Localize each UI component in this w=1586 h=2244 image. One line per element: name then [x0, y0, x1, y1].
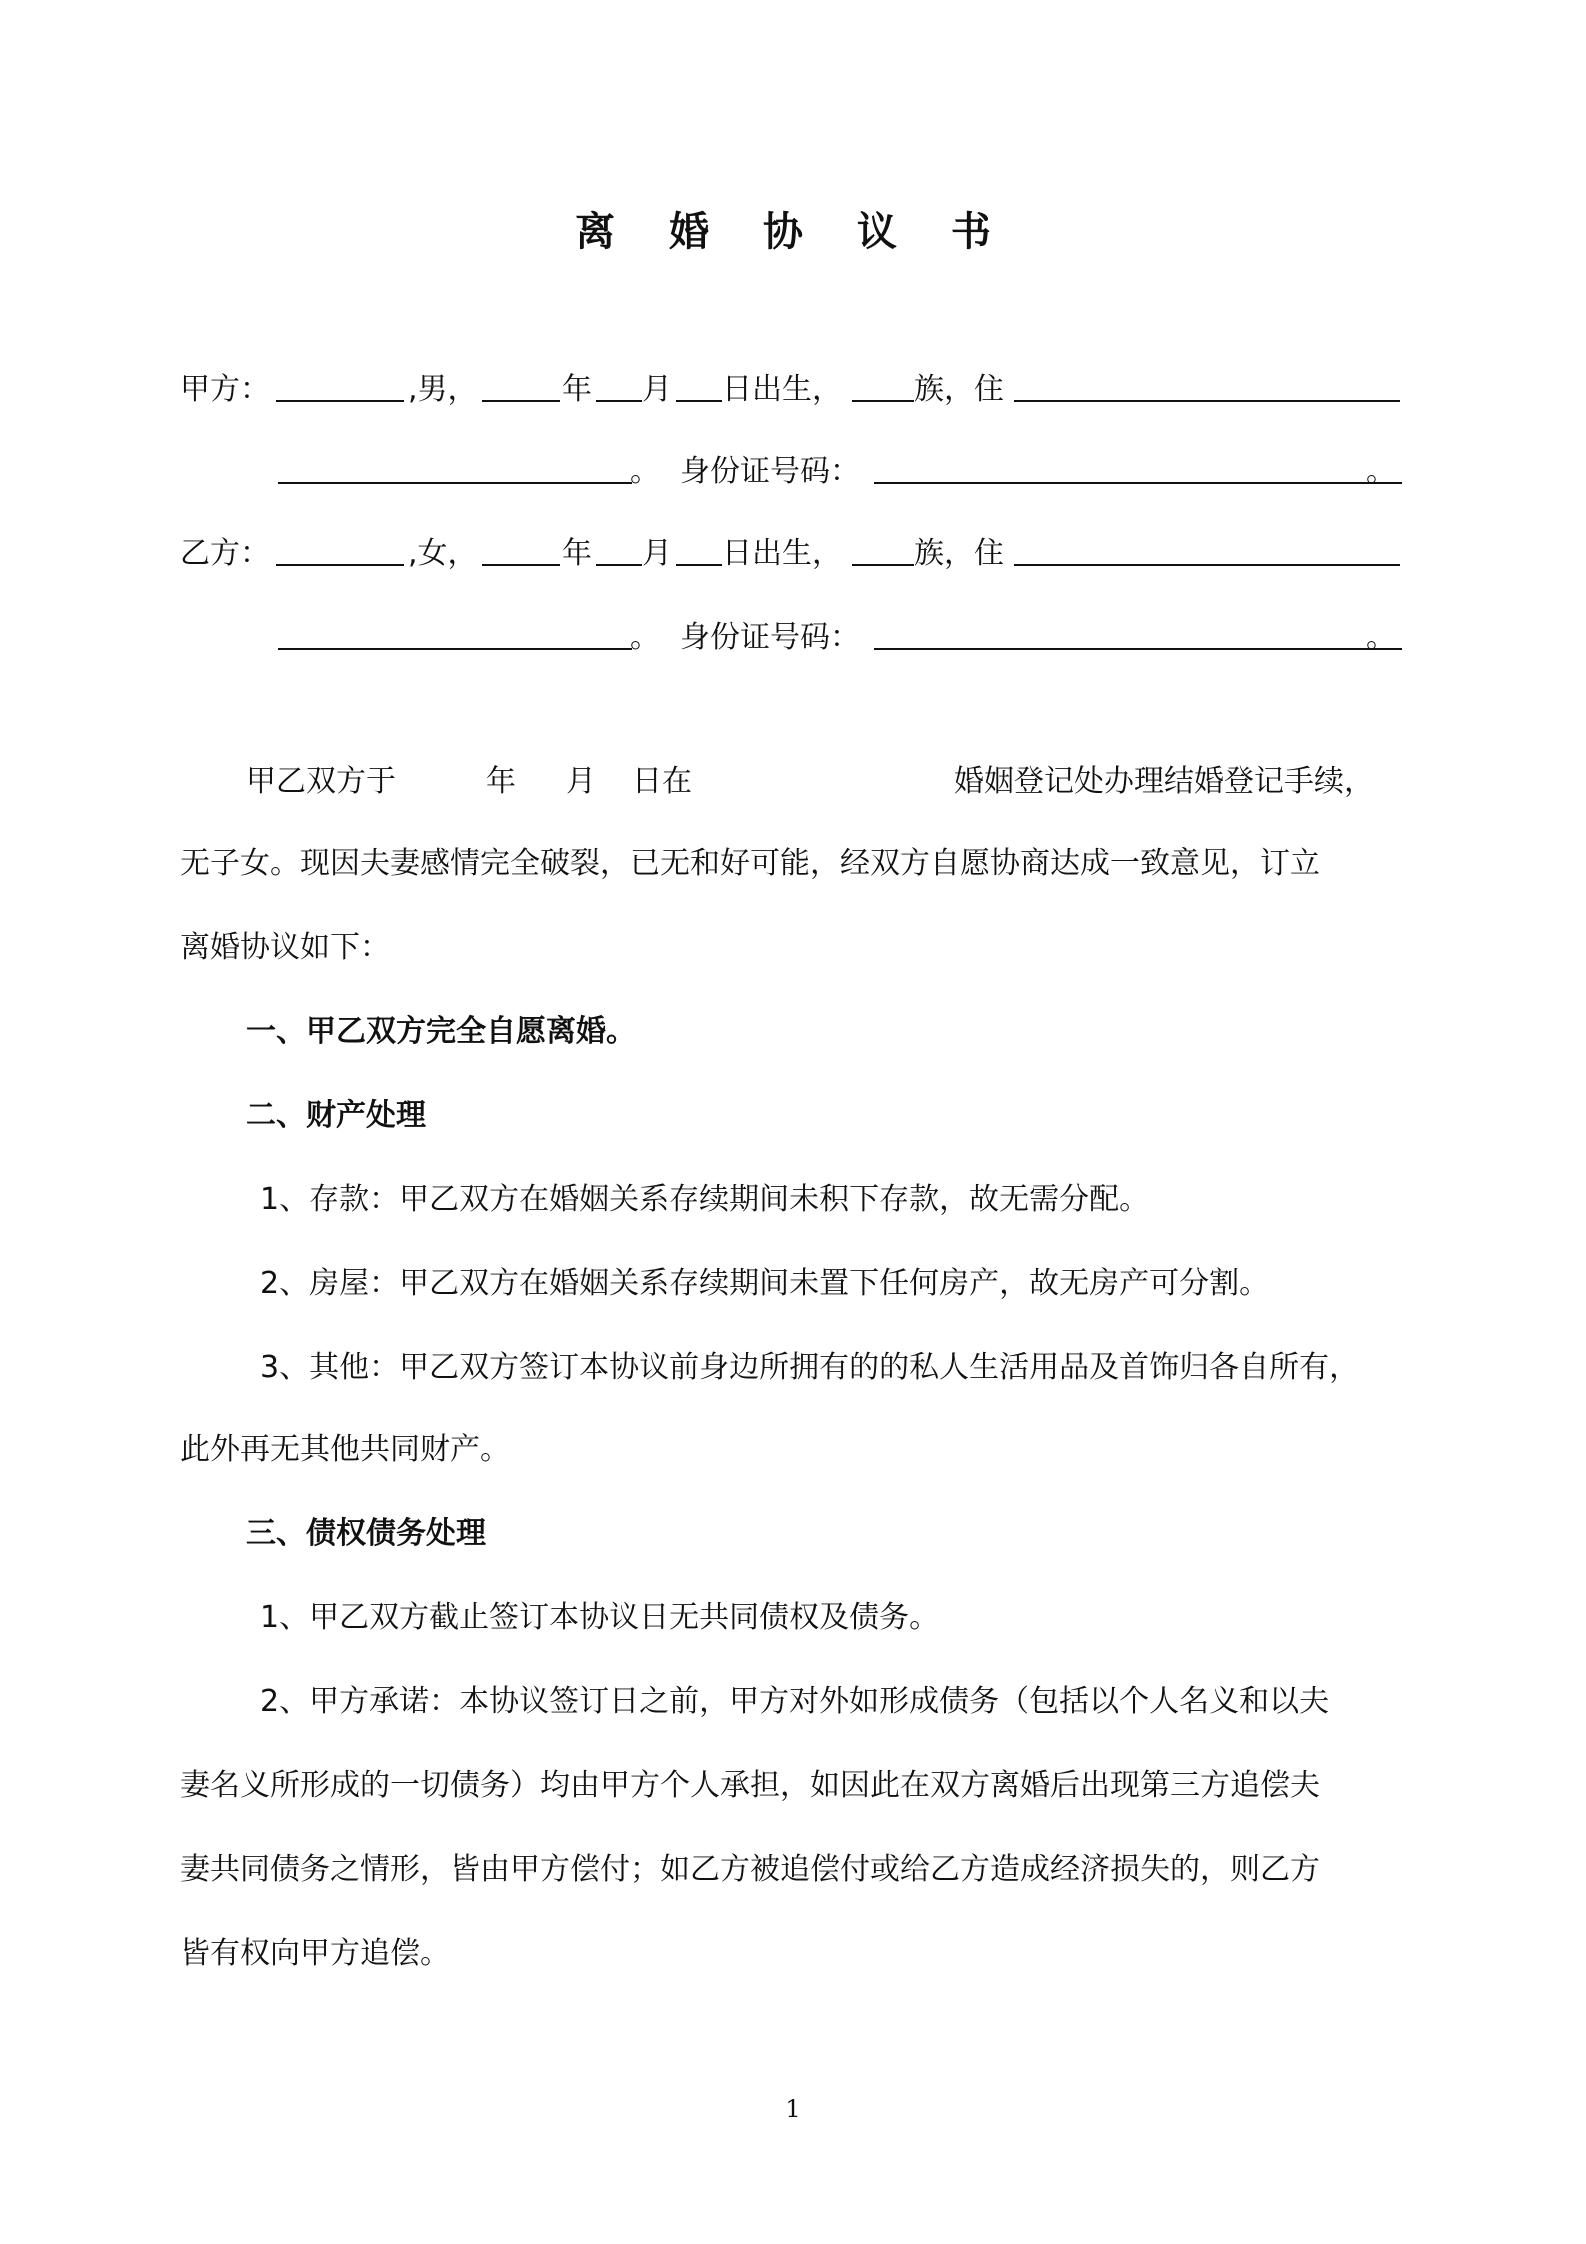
party-b-birth-year-field[interactable]: [482, 564, 560, 566]
party-b-id-label: 身份证号码：: [680, 620, 860, 655]
party-a-address-continued-field[interactable]: [278, 482, 632, 484]
party-a-label: 甲方：: [180, 372, 270, 407]
intro-line-1: [0, 752, 1586, 802]
section-3-item-2-line-3: 妻共同债务之情形，皆由甲方偿付；如乙方被追偿付或给乙方造成经济损失的，则乙方: [180, 1852, 1320, 1887]
section-2-item-2: 2、房屋：甲乙双方在婚姻关系存续期间未置下任何房产，故无房产可分割。: [260, 1266, 1270, 1301]
party-a-id-label: 身份证号码：: [680, 454, 860, 489]
party-a-birth-year-field[interactable]: [482, 400, 560, 402]
section-2-heading: 二、财产处理: [246, 1098, 426, 1133]
party-b-year-label: 年: [562, 536, 592, 571]
party-a-address-field[interactable]: [1014, 400, 1400, 402]
party-b-ethnic-field[interactable]: [852, 564, 914, 566]
section-3-item-2-line-2: 妻名义所形成的一切债务）均由甲方个人承担，如因此在双方离婚后出现第三方追偿夫: [180, 1768, 1320, 1803]
section-3-item-1: 1、甲乙双方截止签订本协议日无共同债权及债务。: [260, 1600, 940, 1635]
party-b-gender: ,女，: [408, 536, 478, 571]
party-b-name-field[interactable]: [276, 564, 404, 566]
party-b-id-end: 。: [1366, 620, 1396, 655]
section-3-item-2-line-1: 2、甲方承诺：本协议签订日之前，甲方对外如形成债务（包括以个人名义和以夫: [260, 1684, 1330, 1719]
party-a-birth-day-field[interactable]: [676, 400, 722, 402]
party-a-birth-label: 日出生，: [722, 372, 842, 407]
section-3-item-2-line-4: 皆有权向甲方追偿。: [180, 1936, 450, 1971]
party-b-ethnic-address-label: 族，住: [914, 536, 1004, 571]
page-number: 1: [785, 2095, 801, 2123]
party-a-id-number-field[interactable]: [874, 482, 1402, 484]
intro-year-label: 年: [486, 764, 516, 799]
party-a-period: 。: [630, 454, 660, 489]
party-b-birth-day-field[interactable]: [676, 564, 722, 566]
party-a-name-field[interactable]: [276, 400, 404, 402]
intro-line-2: 无子女。现因夫妻感情完全破裂，已无和好可能，经双方自愿协商达成一致意见，订立: [180, 846, 1320, 881]
party-a-id-end: 。: [1366, 454, 1396, 489]
document-title: 离 婚 协 议 书: [575, 209, 1011, 255]
intro-text-start: 甲乙双方于: [246, 764, 396, 799]
party-a-line-2: [0, 442, 1586, 492]
party-b-address-continued-field[interactable]: [278, 648, 632, 650]
party-a-line-1: [0, 360, 1586, 410]
party-b-address-field[interactable]: [1014, 564, 1400, 566]
party-b-birth-month-field[interactable]: [596, 564, 642, 566]
party-a-birth-month-field[interactable]: [596, 400, 642, 402]
section-1-heading: 一、甲乙双方完全自愿离婚。: [246, 1014, 636, 1049]
party-a-year-label: 年: [562, 372, 592, 407]
section-2-item-1: 1、存款：甲乙双方在婚姻关系存续期间未积下存款，故无需分配。: [260, 1182, 1150, 1217]
intro-day-label: 日在: [632, 764, 692, 799]
section-2-item-3-line-1: 3、其他：甲乙双方签订本协议前身边所拥有的的私人生活用品及首饰归各自所有，: [260, 1350, 1360, 1385]
party-b-label: 乙方：: [180, 536, 270, 571]
party-a-gender: ,男，: [408, 372, 478, 407]
intro-line-3: 离婚协议如下：: [180, 930, 390, 965]
party-b-birth-label: 日出生，: [722, 536, 842, 571]
party-b-line-2: [0, 608, 1586, 658]
section-3-heading: 三、债权债务处理: [246, 1516, 486, 1551]
party-a-month-label: 月: [642, 372, 672, 407]
party-b-period: 。: [630, 620, 660, 655]
intro-text-end: 婚姻登记处办理结婚登记手续，: [954, 764, 1374, 799]
party-a-ethnic-field[interactable]: [852, 400, 914, 402]
party-b-month-label: 月: [642, 536, 672, 571]
section-2-item-3-line-2: 此外再无其他共同财产。: [180, 1432, 510, 1467]
party-a-ethnic-address-label: 族，住: [914, 372, 1004, 407]
party-b-line-1: [0, 524, 1586, 574]
intro-month-label: 月: [566, 764, 596, 799]
party-b-id-number-field[interactable]: [874, 648, 1402, 650]
